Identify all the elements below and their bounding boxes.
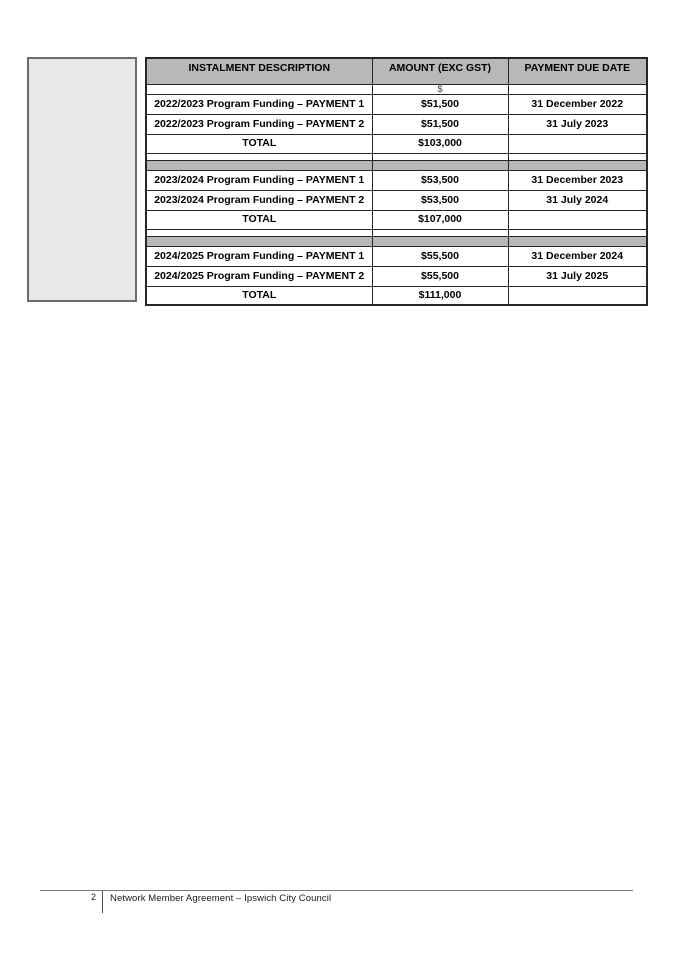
empty-cell bbox=[508, 286, 647, 305]
instalment-amount: $55,500 bbox=[372, 266, 508, 286]
total-amount: $103,000 bbox=[372, 134, 508, 153]
instalment-amount: $55,500 bbox=[372, 246, 508, 266]
table-row bbox=[146, 190, 647, 210]
footer-page-number: 2 bbox=[90, 892, 96, 902]
footer-rule bbox=[40, 890, 633, 891]
col-header-amount-exc-gst: AMOUNT (EXC GST) bbox=[372, 58, 508, 84]
total-label: TOTAL bbox=[146, 286, 372, 305]
currency-row bbox=[146, 84, 647, 94]
total-label: TOTAL bbox=[146, 134, 372, 153]
total-amount: $111,000 bbox=[372, 286, 508, 305]
instalment-amount: $51,500 bbox=[372, 94, 508, 114]
col-header-payment-due-date: PAYMENT DUE DATE bbox=[508, 58, 647, 84]
table-row bbox=[146, 114, 647, 134]
instalment-table bbox=[145, 57, 648, 306]
instalment-description: 2023/2024 Program Funding – PAYMENT 2 bbox=[146, 190, 372, 210]
currency-symbol: $ bbox=[372, 84, 508, 94]
instalment-description: 2022/2023 Program Funding – PAYMENT 2 bbox=[146, 114, 372, 134]
payment-due-date: 31 July 2025 bbox=[508, 266, 647, 286]
payment-due-date: 31 December 2024 bbox=[508, 246, 647, 266]
total-label: TOTAL bbox=[146, 210, 372, 229]
instalment-amount: $51,500 bbox=[372, 114, 508, 134]
total-row bbox=[146, 210, 647, 229]
white-spacer-row bbox=[146, 153, 647, 160]
table-header-row bbox=[146, 58, 647, 84]
instalment-description: 2023/2024 Program Funding – PAYMENT 1 bbox=[146, 170, 372, 190]
empty-cell bbox=[508, 210, 647, 229]
table-row bbox=[146, 266, 647, 286]
total-row bbox=[146, 134, 647, 153]
footer-document-title: Network Member Agreement – Ipswich City Council bbox=[110, 893, 332, 904]
payment-due-date: 31 July 2024 bbox=[508, 190, 647, 210]
total-row bbox=[146, 286, 647, 305]
instalment-amount: $53,500 bbox=[372, 170, 508, 190]
instalment-description: 2024/2025 Program Funding – PAYMENT 1 bbox=[146, 246, 372, 266]
empty-cell bbox=[146, 84, 372, 94]
payment-due-date: 31 December 2022 bbox=[508, 94, 647, 114]
gray-spacer-row bbox=[146, 236, 647, 246]
table-row bbox=[146, 170, 647, 190]
instalment-description: 2024/2025 Program Funding – PAYMENT 2 bbox=[146, 266, 372, 286]
white-spacer-row bbox=[146, 229, 647, 236]
gray-spacer-row bbox=[146, 160, 647, 170]
instalment-amount: $53,500 bbox=[372, 190, 508, 210]
footer-divider bbox=[102, 891, 103, 913]
side-shaded-cell bbox=[27, 57, 137, 302]
empty-cell bbox=[508, 84, 647, 94]
payment-due-date: 31 July 2023 bbox=[508, 114, 647, 134]
col-header-instalment-description: INSTALMENT DESCRIPTION bbox=[146, 58, 372, 84]
total-amount: $107,000 bbox=[372, 210, 508, 229]
instalment-description: 2022/2023 Program Funding – PAYMENT 1 bbox=[146, 94, 372, 114]
empty-cell bbox=[508, 134, 647, 153]
payment-due-date: 31 December 2023 bbox=[508, 170, 647, 190]
table-row bbox=[146, 246, 647, 266]
table-row bbox=[146, 94, 647, 114]
